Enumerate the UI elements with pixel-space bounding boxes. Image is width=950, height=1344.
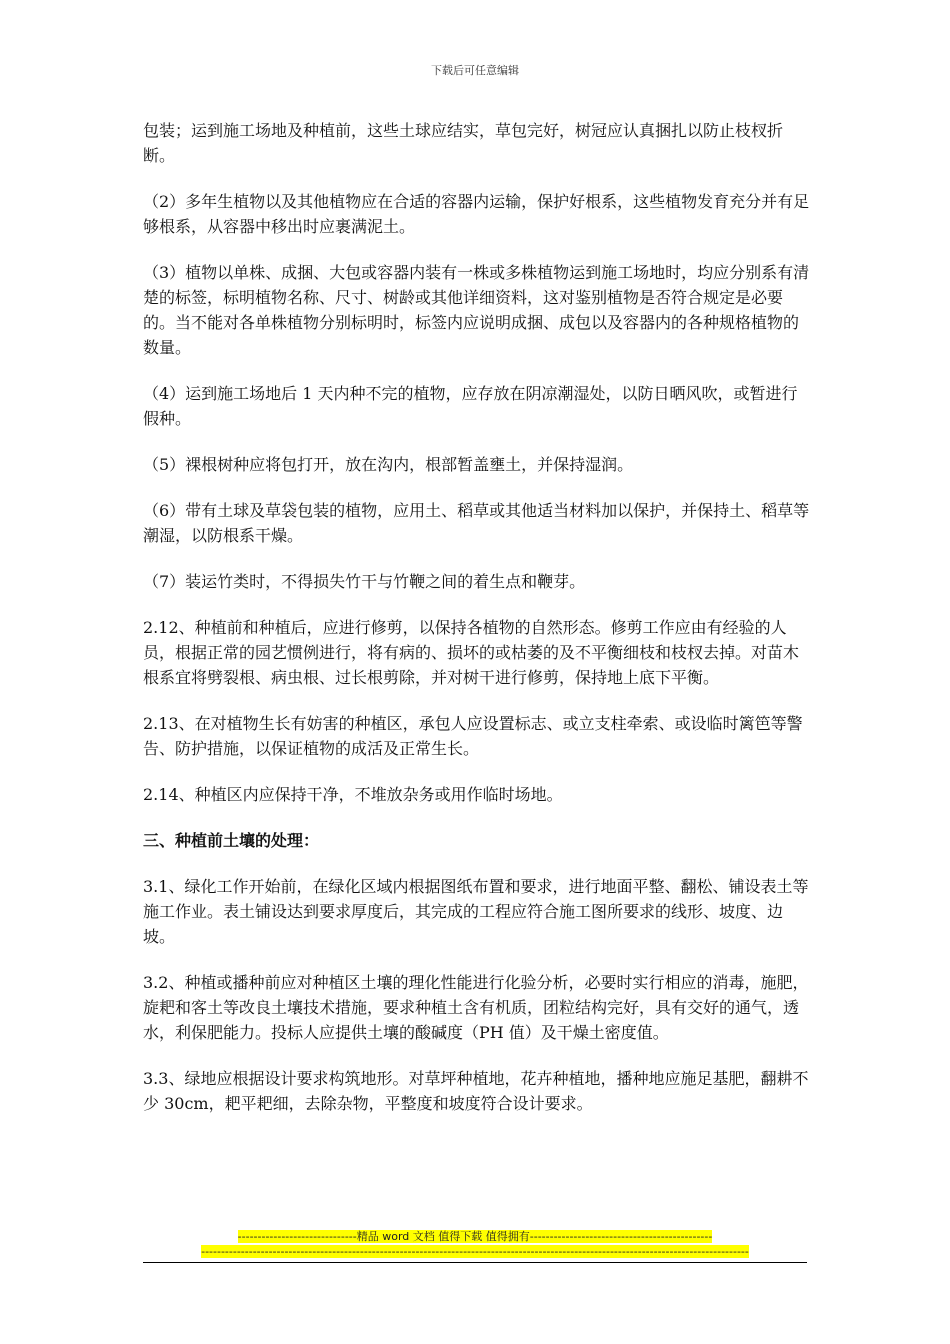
document-body: [143, 118, 811, 1137]
paragraph: （4）运到施工场地后 1 天内种不完的植物，应存放在阴凉潮湿处，以防日晒风吹，或暂进行假种。: [143, 384, 798, 428]
paragraph: 3.1、绿化工作开始前，在绿化区域内根据图纸布置和要求，进行地面平整、翻松、铺设表土等施工作业。表土铺设达到要求厚度后，其完成的工程应符合施工图所要求的线形、坡度、边坡。: [143, 877, 809, 946]
footer-banner: [0, 1230, 950, 1244]
footer-dash-text: ------------------------------------------------------------------------------------------------------------------------------------------: [201, 1245, 749, 1258]
footer-dash-line: [0, 1245, 950, 1259]
paragraph: 2.14、种植区内应保持干净，不堆放杂务或用作临时场地。: [143, 785, 563, 804]
paragraph: （2）多年生植物以及其他植物应在合适的容器内运输，保护好根系，这些植物发育充分并有足够根系，从容器中移出时应裹满泥土。: [143, 192, 810, 236]
page-header: 下载后可任意编辑: [431, 64, 519, 77]
paragraph: （7）装运竹类时，不得损失竹干与竹鞭之间的着生点和鞭芽。: [143, 572, 586, 591]
paragraph: （6）带有土球及草袋包装的植物，应用土、稻草或其他适当材料加以保护，并保持土、稻草等潮湿，以防根系干燥。: [143, 501, 810, 545]
paragraph: 3.3、绿地应根据设计要求构筑地形。对草坪种植地，花卉种植地，播种地应施足基肥，翻耕不少 30cm，耙平耙细，去除杂物，平整度和坡度符合设计要求。: [143, 1069, 809, 1113]
footer-banner-text: ------------------------------精品 word 文档 值得下载 值得拥有----------------------------------------------: [237, 1230, 713, 1243]
section-heading: 三、种植前土壤的处理：: [143, 831, 320, 850]
paragraph: （3）植物以单株、成捆、大包或容器内装有一株或多株植物运到施工场地时，均应分别系有清楚的标签，标明植物名称、尺寸、树龄或其他详细资料，这对鉴别植物是否符合规定是必要的。当不能对各单株植物分别标明时，标签内应说明成捆、成包以及容器内的各种规格植物的数量。: [143, 263, 810, 357]
paragraph: 3.2、种植或播种前应对种植区土壤的理化性能进行化验分析，必要时实行相应的消毒，施肥，旋耙和客土等改良土壤技术措施，要求种植土含有机质，团粒结构完好，具有交好的通气，透水，利保肥能力。投标人应提供土壤的酸碱度（PH 值）及干燥土密度值。: [143, 973, 809, 1042]
footer-rule: [143, 1262, 807, 1263]
paragraph: （5）裸根树种应将包打开，放在沟内，根部暂盖壅土，并保持湿润。: [143, 455, 634, 474]
paragraph: 包装；运到施工场地及种植前，这些土球应结实，草包完好，树冠应认真捆扎以防止枝杈折断。: [143, 121, 784, 165]
paragraph: 2.13、在对植物生长有妨害的种植区，承包人应设置标志、或立支柱牵索、或设临时篱笆等警告、防护措施，以保证植物的成活及正常生长。: [143, 714, 803, 758]
paragraph: 2.12、种植前和种植后，应进行修剪，以保持各植物的自然形态。修剪工作应由有经验的人员，根据正常的园艺惯例进行，将有病的、损坏的或枯萎的及不平衡细枝和枝杈去掉。对苗木根系宜将劈裂根、病虫根、过长根剪除，并对树干进行修剪，保持地上底下平衡。: [143, 618, 800, 687]
